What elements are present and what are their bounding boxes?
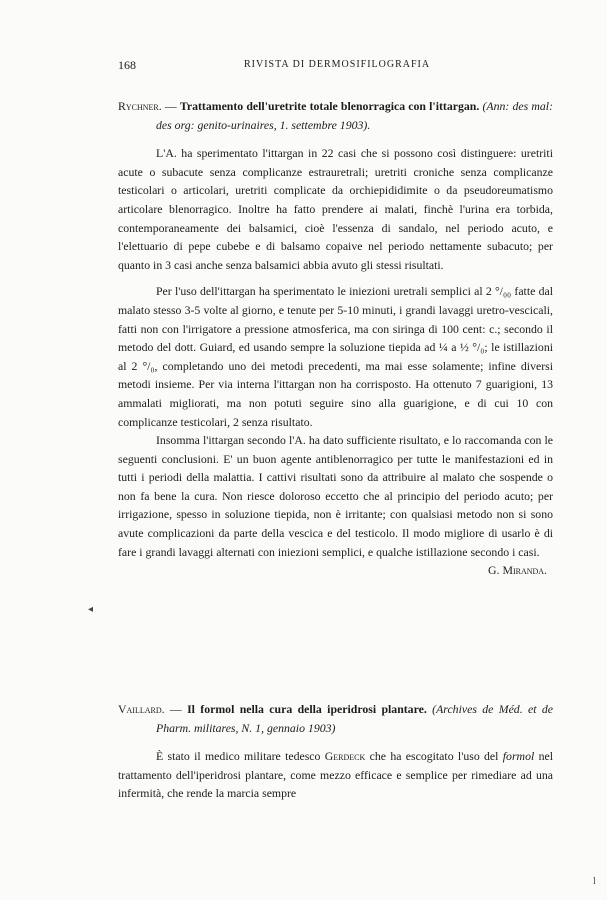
text-run: È stato il medico militare tedesco <box>156 749 325 764</box>
journal-title: RIVISTA DI DERMOSIFILOGRAFIA <box>244 59 431 70</box>
article-author: Vaillard. <box>118 702 165 716</box>
margin-mark-left: ◂ <box>88 604 94 615</box>
article-source: (Ann: des mal: des org: genito-urinaires, 1. settembre 1903). <box>156 99 554 132</box>
heading-dash: — <box>161 99 180 113</box>
article-heading <box>118 97 553 134</box>
article-source: (Archives de Méd. et de Pharm. militares, N. 1, gennaio 1903) <box>156 702 553 735</box>
article-heading <box>118 700 553 737</box>
article-title: Trattamento dell'uretrite totale blenorragica con l'ittargan. <box>179 99 480 113</box>
margin-mark-right: l <box>593 876 596 887</box>
italic-term: formol <box>502 749 535 764</box>
body-paragraph-1 <box>118 747 553 803</box>
page-number: 168 <box>118 58 136 72</box>
body-paragraph-1: L'A. ha sperimentato l'ittargan in 22 casi che si possono così distinguere: uretriti acute o subacute senza complicanze estrauretrali; uretriti croniche senza complicanze testicolari o articolari, uretriti complicate da orchiepididimite o da pseudoreumatismo articolare blenorragico. Inoltre ha fatto prendere ai malati, finchè l'urina era torbida, contemporaneamente dei balsamici, cioè l'essenza di sandalo, nel periodo acuto, e l'elettuario di pepe cubebe e di balsamo copaive nel periodo nettamente subacuto; per quanto in 3 casi anche senza balsamici abbia avuto gli stessi risultati. <box>118 146 553 272</box>
article-author: Rychner. <box>118 99 162 113</box>
article-title: Il formol nella cura della iperidrosi plantare. <box>187 702 427 716</box>
article-signature: G. Miranda. <box>488 563 547 578</box>
body-paragraph-3: Insomma l'ittargan secondo l'A. ha dato sufficiente risultato, e lo raccomanda con le seguenti conclusioni. E' un buon agente antiblenorragico per tutte le manifestazioni ed in tutti i periodi della malattia. I cattivi risultati sono da attribuire al malato che sospende o non fa bene la cura. Non riesce doloroso eccetto che al principio del periodo acuto; per irrigazione, spesso in soluzione tiepida, non è irritante; con qualsiasi metodo non si sono avute complicazioni da parte della vescica e del testicolo. Il modo migliore di usarlo è di fare i grandi lavaggi alternati con iniezioni semplici, e qualche istillazione secondo i casi. <box>118 433 553 559</box>
person-name: Gerdeck <box>324 749 366 764</box>
body-paragraph-2: Per l'uso dell'ittargan ha sperimentato le iniezioni uretrali semplici al 2 °/₀₀ fatte dal malato stesso 3-5 volte al giorno, e tenute per 5-10 minuti, i grandi lavaggi uretro-vescicali, fatti non con l'irrigatore a pressione atmosferica, ma con siringa di 100 cent: c.; secondo il metodo del dott. Guiard, ed usando sempre la soluzione tiepida ad ¼ a ½ °/₀; le istillazioni al 2 °/₀, completando uno dei metodi precedenti, ma mai esse solamente; infine diversi metodi insieme. Per via interna l'ittargan non ha corrisposto. Ha ottenuto 7 guarigioni, 13 ammalati migliorati, ma non potuti seguire sino alla guarigione, e di cui 10 con complicanze testicolari, 2 senza risultato. <box>118 284 553 429</box>
text-run: nel trattamento dell'iperidrosi plantare, come mezzo efficace e semplice per rimediare ad una infermità, che rende la marcia sempre <box>118 749 553 801</box>
article-vaillard <box>118 700 553 803</box>
article-rychner <box>118 97 553 580</box>
heading-dash: — <box>164 702 188 716</box>
text-run: che ha escogitato l'uso del <box>365 749 503 764</box>
